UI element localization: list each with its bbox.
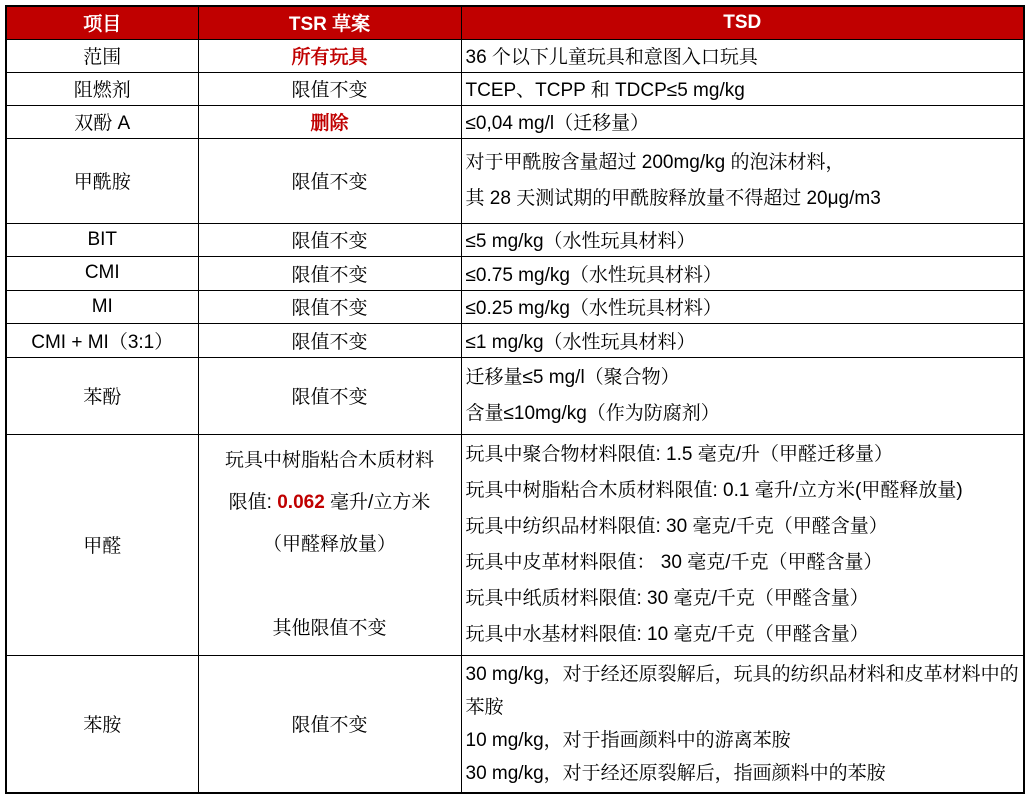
table-row-mi xyxy=(6,290,1024,323)
toy-regulation-comparison-table xyxy=(5,5,1025,794)
tsd-cell: TCEP、TCPP 和 TDCP≤5 mg/kg xyxy=(461,72,1024,105)
item-cell: CMI xyxy=(6,256,198,290)
table-row-cmi-mi-mix xyxy=(6,323,1024,357)
tsr-cell: 限值不变 xyxy=(198,72,461,105)
tsr-cell: 限值不变 xyxy=(198,655,461,793)
item-cell: BIT xyxy=(6,223,198,256)
tsd-line: 10 mg/kg，对于指画颜料中的游离苯胺 xyxy=(465,729,791,751)
item-cell: MI xyxy=(6,290,198,323)
tsr-cell: 限值不变 xyxy=(198,323,461,357)
tsd-cell xyxy=(461,138,1024,223)
tsd-cell xyxy=(461,655,1024,793)
tsd-cell: 36 个以下儿童玩具和意图入口玩具 xyxy=(461,39,1024,72)
table-row-flame-retardant xyxy=(6,72,1024,105)
item-cell: 甲醛 xyxy=(6,434,198,655)
tsr-cell: 限值不变 xyxy=(198,223,461,256)
tsd-line: 含量≤10mg/kg（作为防腐剂） xyxy=(465,402,720,424)
tsr-cell: 所有玩具 xyxy=(198,39,461,72)
tsd-line: 玩具中皮革材料限值： 30 毫克/千克（甲醛含量） xyxy=(465,551,883,573)
tsr-cell: 删除 xyxy=(198,105,461,138)
item-cell: 苯酚 xyxy=(6,357,198,434)
tsr-cell xyxy=(198,434,461,655)
header-row xyxy=(6,6,1024,39)
table-row-bit xyxy=(6,223,1024,256)
tsr-line xyxy=(203,482,457,524)
tsr-line: 玩具中树脂粘合木质材料 xyxy=(224,449,434,471)
tsr-cell: 限值不变 xyxy=(198,290,461,323)
tsr-line-prefix: 限值: xyxy=(228,491,278,513)
table-row-formaldehyde xyxy=(6,434,1024,655)
tsd-line: 玩具中聚合物材料限值: 1.5 毫克/升（甲醛迁移量） xyxy=(465,443,894,465)
table-row-phenol xyxy=(6,357,1024,434)
tsd-line: 30 mg/kg，对于经还原裂解后，指画颜料中的苯胺 xyxy=(465,762,886,784)
tsd-line: 玩具中树脂粘合木质材料限值: 0.1 毫升/立方米(甲醛释放量) xyxy=(465,479,963,501)
tsd-line: 迁移量≤5 mg/l（聚合物） xyxy=(465,366,680,388)
table-row-formamide xyxy=(6,138,1024,223)
tsd-cell xyxy=(461,434,1024,655)
tsr-cell: 限值不变 xyxy=(198,138,461,223)
blank-line xyxy=(203,566,457,608)
table-row-aniline xyxy=(6,655,1024,793)
tsr-line-suffix: 毫升/立方米 xyxy=(324,491,431,513)
tsr-highlight-value: 0.062 xyxy=(277,491,325,513)
item-cell: 双酚 A xyxy=(6,105,198,138)
tsd-line: 对于甲酰胺含量超过 200mg/kg 的泡沫材料， xyxy=(465,151,845,173)
item-cell: 范围 xyxy=(6,39,198,72)
header-item: 项目 xyxy=(6,6,198,39)
tsr-line: （甲醛释放量） xyxy=(262,533,396,555)
tsd-cell: ≤1 mg/kg（水性玩具材料） xyxy=(461,323,1024,357)
header-tsd: TSD xyxy=(461,6,1024,39)
tsd-cell: ≤0.75 mg/kg（水性玩具材料） xyxy=(461,256,1024,290)
tsd-line: 玩具中纺织品材料限值: 30 毫克/千克（甲醛含量） xyxy=(465,515,888,537)
item-cell: 阻燃剂 xyxy=(6,72,198,105)
tsd-cell: ≤0.25 mg/kg（水性玩具材料） xyxy=(461,290,1024,323)
item-cell: 甲酰胺 xyxy=(6,138,198,223)
tsd-line: 30 mg/kg，对于经还原裂解后，玩具的纺织品材料和皮革材料中的苯胺 xyxy=(465,663,1019,718)
tsd-cell: ≤0,04 mg/l（迁移量） xyxy=(461,105,1024,138)
table-row-scope xyxy=(6,39,1024,72)
item-cell: 苯胺 xyxy=(6,655,198,793)
tsd-line: 玩具中纸质材料限值: 30 毫克/千克（甲醛含量） xyxy=(465,587,869,609)
table-row-bisphenol-a xyxy=(6,105,1024,138)
tsr-line: 其他限值不变 xyxy=(272,617,387,639)
tsr-cell: 限值不变 xyxy=(198,256,461,290)
header-tsr-draft: TSR 草案 xyxy=(198,6,461,39)
tsd-line: 玩具中水基材料限值: 10 毫克/千克（甲醛含量） xyxy=(465,623,869,645)
tsr-cell: 限值不变 xyxy=(198,357,461,434)
table-row-cmi xyxy=(6,256,1024,290)
tsd-line: 其 28 天测试期的甲酰胺释放量不得超过 20μg/m3 xyxy=(465,187,881,209)
tsd-cell xyxy=(461,357,1024,434)
tsd-cell: ≤5 mg/kg（水性玩具材料） xyxy=(461,223,1024,256)
item-cell: CMI + MI（3:1） xyxy=(6,323,198,357)
